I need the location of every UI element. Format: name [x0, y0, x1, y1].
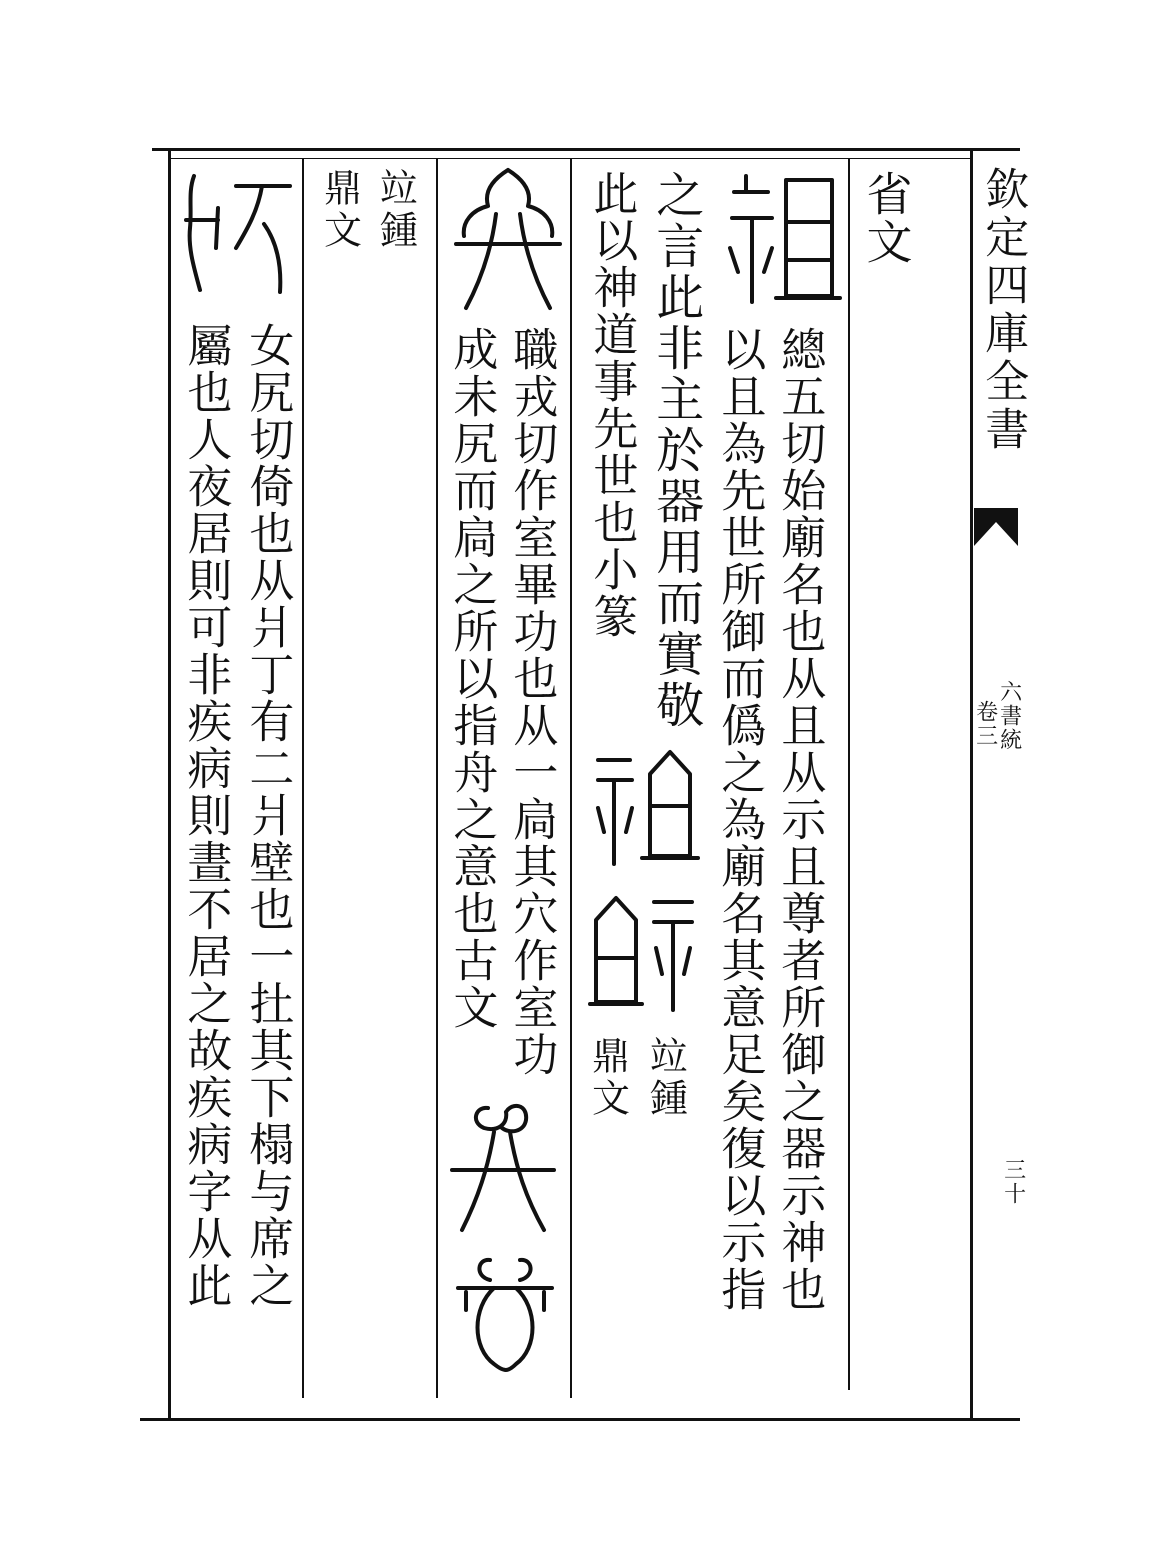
zu-seal-icon: [724, 170, 842, 308]
sheng-wen-label: 省文: [859, 170, 914, 266]
column-divider: [436, 158, 438, 1398]
volume-number: 卷三: [972, 700, 998, 748]
column-divider: [302, 158, 304, 1398]
shi-seal-icon: [452, 166, 564, 316]
shi-variant-1-icon: [448, 1098, 558, 1238]
zu-source-right: 竝鍾: [643, 1036, 688, 1120]
zu-gloss-right: 總五切始廟名也从且从示且尊者所御之器示神也: [773, 326, 827, 1313]
zu-continuation-b: 此以神道事先世也小篆: [585, 170, 639, 640]
zu-gloss-left: 以且為先世所御而僞之為廟名其意足矣復以示指: [713, 326, 767, 1313]
zu-variant-1-icon: [590, 746, 702, 872]
margin-divider-line: [970, 150, 973, 1420]
ji-gloss-right: 女尻切倚也从爿丁有二爿壁也一扗其下榻与席之: [241, 322, 295, 1309]
shi-source-left: 鼎文: [317, 168, 362, 252]
zu-continuation-a: 之言此非主於器用而實敬: [647, 170, 704, 731]
shi-variant-2-icon: [450, 1248, 560, 1388]
left-border: [168, 150, 171, 1420]
column-divider: [570, 158, 572, 1398]
zu-source-left: 鼎文: [585, 1036, 630, 1120]
ji-gloss-left: 屬也人夜居則可非疾病則晝不居之故疾病字从此: [179, 322, 233, 1309]
fishtail-mark: [974, 508, 1018, 548]
top-border: [152, 148, 1020, 151]
bottom-border: [140, 1418, 1020, 1421]
shi-source-right: 竝鍾: [373, 168, 418, 252]
zu-variant-2-icon: [588, 892, 700, 1018]
page-mark: 三十: [1000, 1158, 1026, 1206]
collection-title: 欽定四庫全書: [977, 166, 1029, 454]
book-name: 六書統: [996, 680, 1022, 752]
column-divider: [848, 158, 850, 1390]
shi-gloss-left: 成未尻而扃之所以指舟之意也古文: [445, 326, 499, 1031]
ji-seal-icon: [178, 168, 296, 308]
shi-gloss-right: 職戎切作室畢功也从一扃其穴作室功: [505, 326, 559, 1078]
